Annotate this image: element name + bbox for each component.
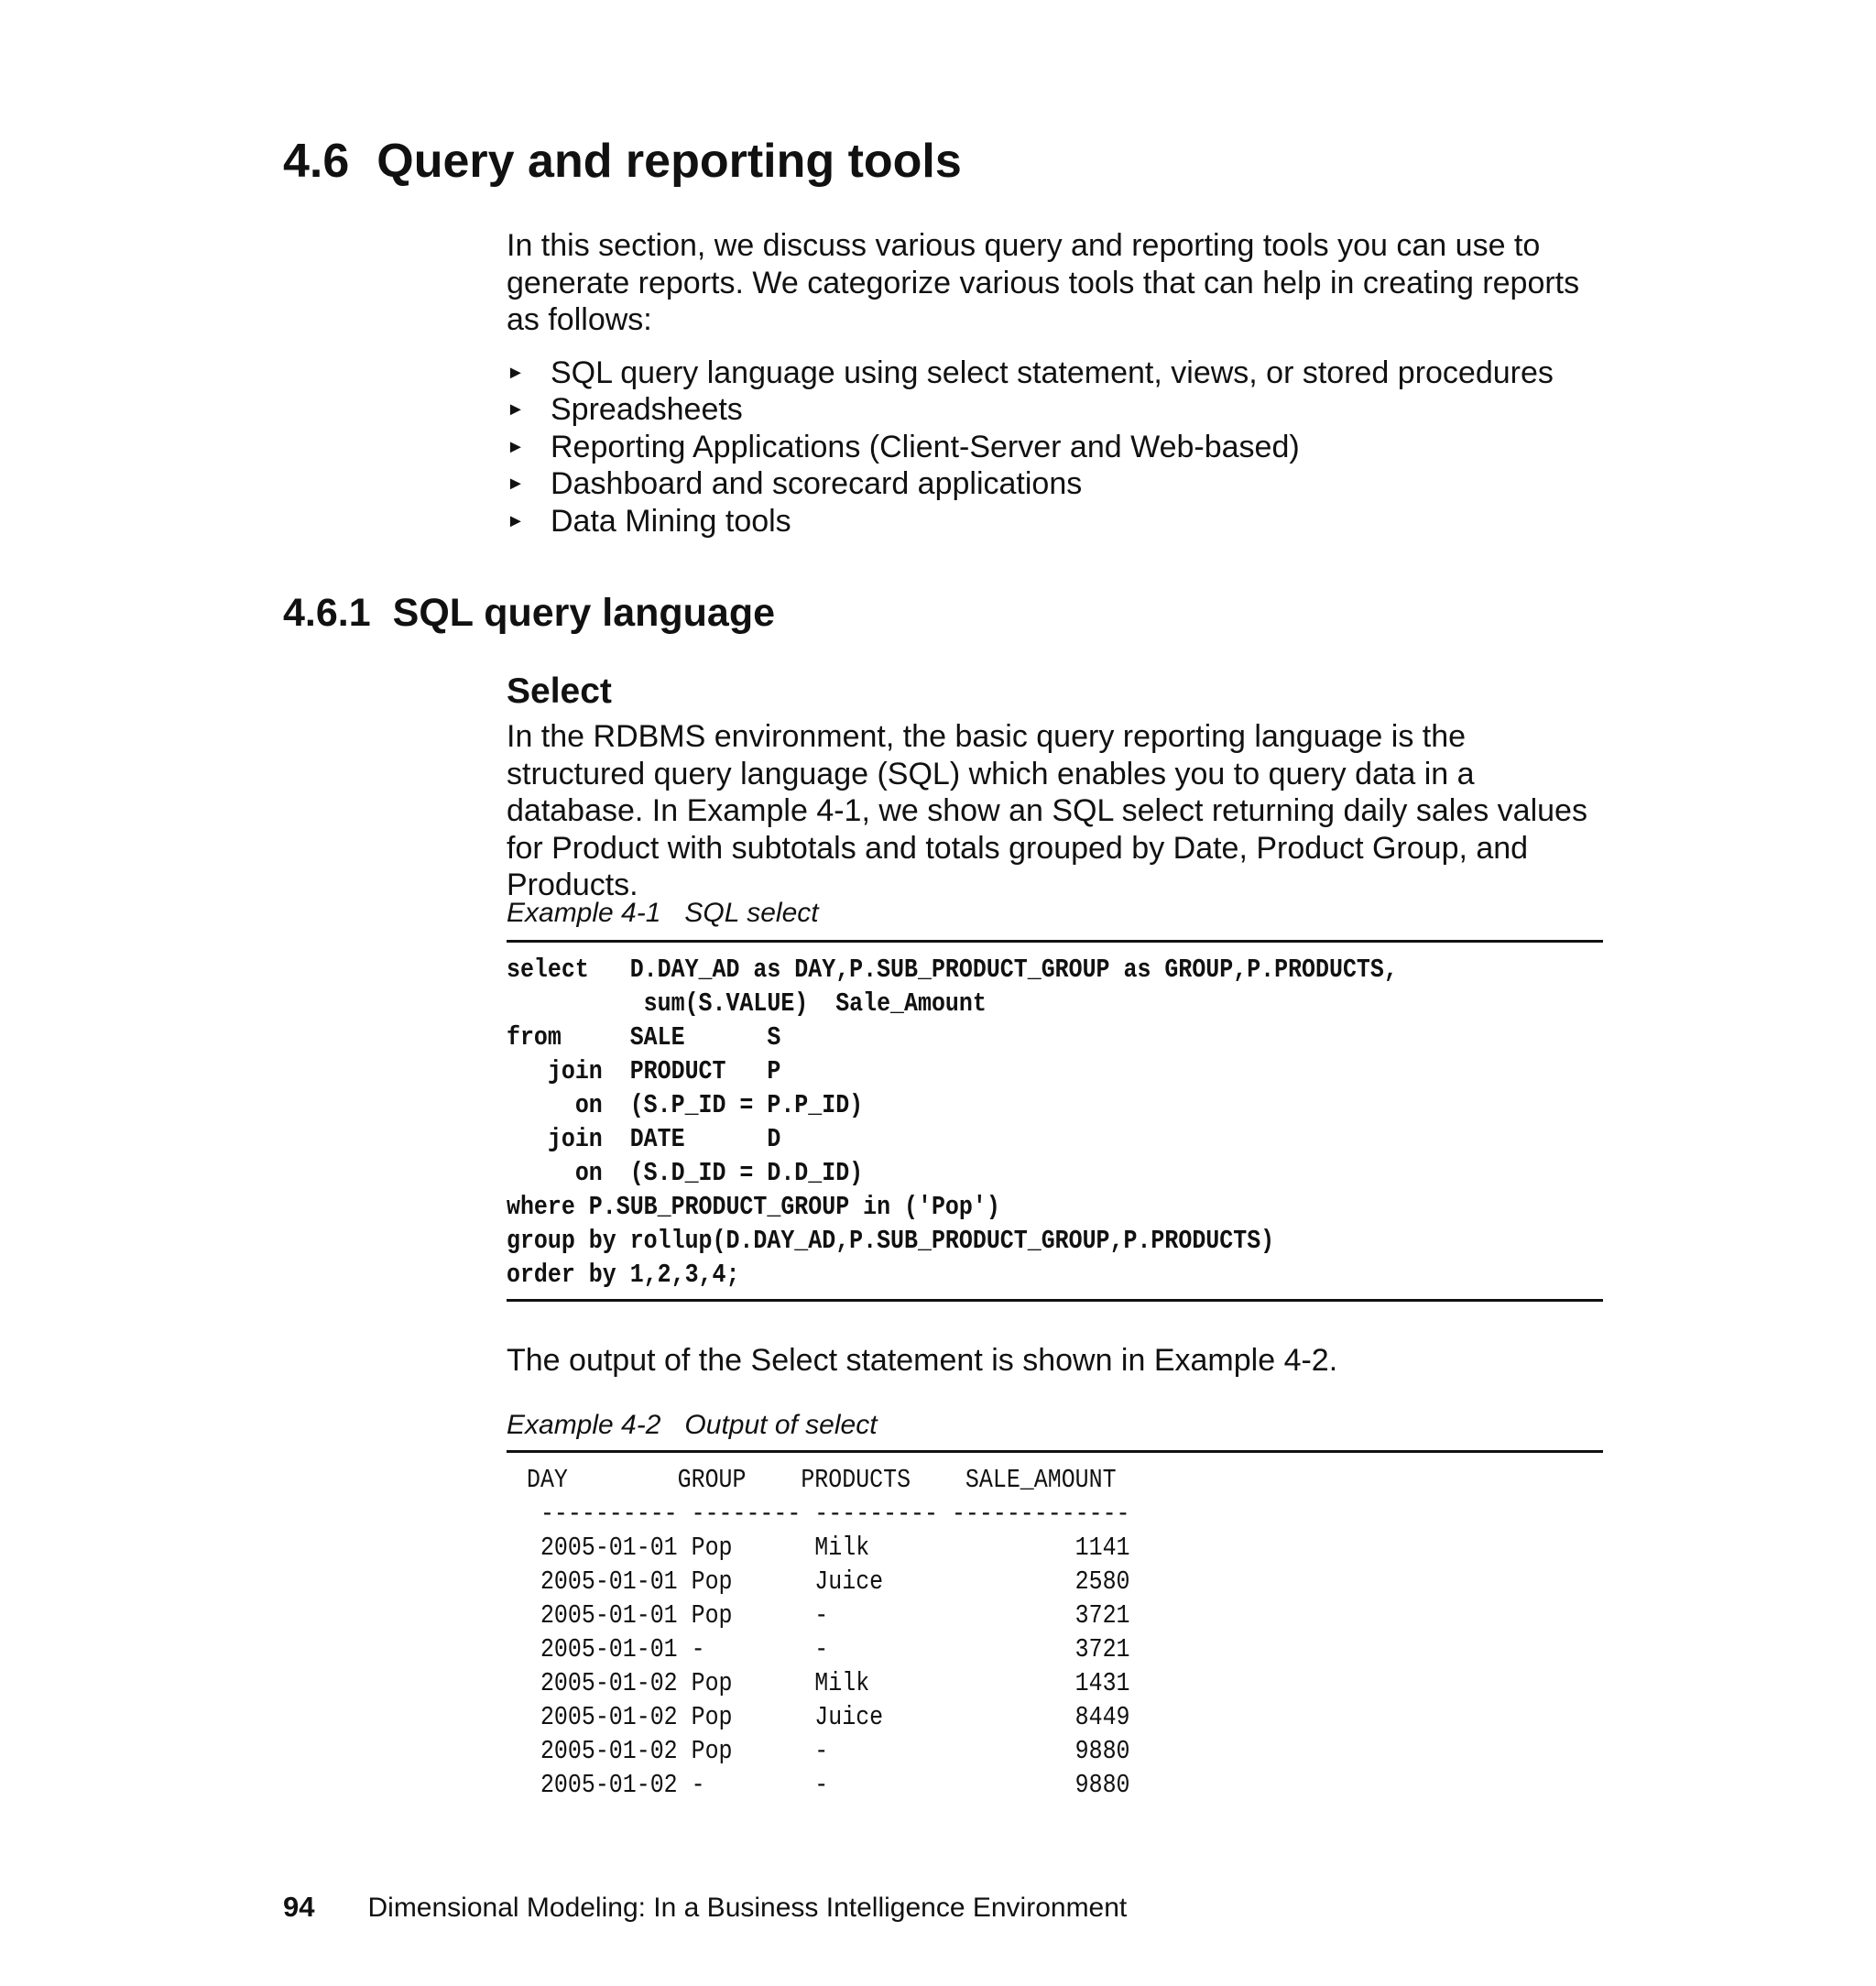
subsection-heading [283,591,776,635]
list-item [507,391,1554,428]
triangle-bullet-icon: ► [507,474,525,495]
select-paragraph: In the RDBMS environment, the basic query reporting language is the structured query language (SQL) which enables you to query data in a database. In Example 4-1, we show an SQL select returning daily sales values for Product with subtotals and totals grouped by Date, Product Group, and Products. [507,719,1587,902]
example-label: Example 4-1 [507,898,661,928]
example-label: Example 4-2 [507,1410,661,1440]
subsection-number: 4.6.1 [283,591,371,635]
list-item-text: Spreadsheets [551,392,743,428]
triangle-bullet-icon: ► [507,436,525,457]
page-footer [283,1893,1127,1922]
example-title: Output of select [684,1410,878,1440]
section-number: 4.6 [283,135,350,188]
list-item-text: Reporting Applications (Client-Server and Web-based) [551,429,1300,464]
list-item-text: SQL query language using select statement, views, or stored procedures [551,355,1554,390]
list-item [507,465,1554,502]
triangle-bullet-icon: ► [507,363,525,383]
list-item [507,503,1554,540]
subsection-title: SQL query language [392,591,776,635]
triangle-bullet-icon: ► [507,399,525,420]
example-title: SQL select [684,898,819,928]
list-item [507,429,1554,465]
divider [507,1450,1603,1453]
book-title: Dimensional Modeling: In a Business Intelligence Environment [367,1893,1128,1923]
section-title: Query and reporting tools [376,135,962,188]
example-caption [507,900,819,927]
tool-category-list [507,355,1554,540]
divider [507,940,1603,943]
page-number: 94 [283,1891,315,1923]
intro-paragraph: In this section, we discuss various query and reporting tools you can use to generate reports. We categorize various tools that can help in creating reports as follows: [507,228,1580,337]
example-caption [507,1412,878,1439]
select-heading: Select [507,671,612,711]
triangle-bullet-icon: ► [507,510,525,531]
query-output-block: DAY GROUP PRODUCTS SALE_AMOUNT ---------- -------- --------- ------------- 2005-01-01 Pop Milk 1141 2005-01-01 Pop Juice 2580 2005-01-01 Pop - 3721 2005-01-01 - - 3721 2005-01-02 Pop Milk 1431 2005-01-02 Pop Juice 8449 2005-01-02 Pop - 9880 2005-01-02 - - 9880 [527,1465,1130,1800]
list-item-text: Data Mining tools [551,503,791,539]
divider [507,1299,1603,1302]
output-sentence: The output of the Select statement is shown in Example 4-2. [507,1343,1338,1378]
list-item-text: Dashboard and scorecard applications [551,466,1083,502]
sql-code-block: select D.DAY_AD as DAY,P.SUB_PRODUCT_GROUP as GROUP,P.PRODUCTS, sum(S.VALUE) Sale_Amount from SALE S join PRODUCT P on (S.P_ID = P.P_ID) join DATE D on (S.D_ID = D.D_ID) where P.SUB_PRODUCT_GROUP in ('Pop') group by rollup(D.DAY_AD,P.SUB_PRODUCT_GROUP,P.PRODUCTS) order by 1,2,3,4; [507,955,1398,1290]
list-item [507,355,1554,391]
section-heading [283,135,962,188]
